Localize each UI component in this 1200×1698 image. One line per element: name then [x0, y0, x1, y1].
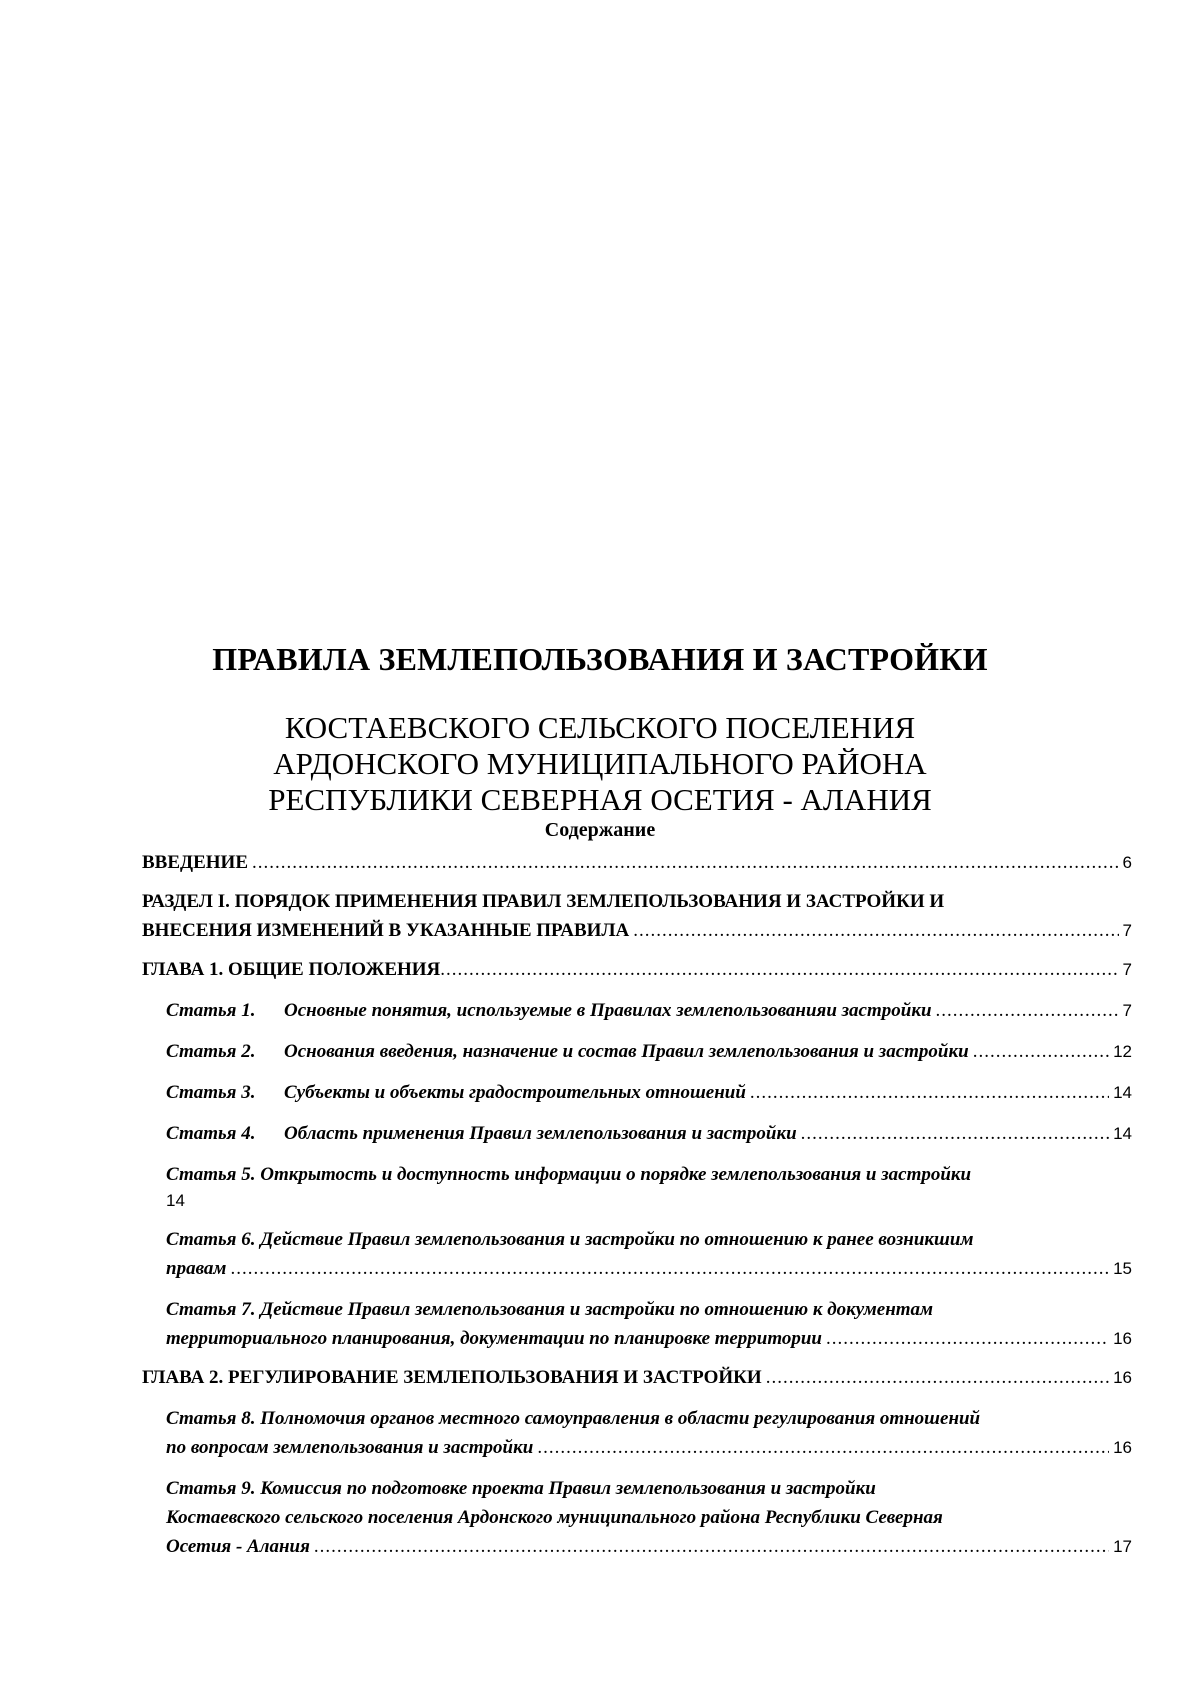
toc-entry-article-4[interactable] — [166, 1119, 1132, 1148]
toc-page-number: 6 — [1122, 853, 1132, 872]
document-subtitle — [0, 710, 1200, 818]
toc-entry-text: Статья 7. Действие Правил землепользования и застройки по отношению к документам — [166, 1299, 934, 1320]
toc-entry-text: Субъекты и объекты градостроительных отношений — [284, 1082, 746, 1103]
dot-leader — [973, 1037, 1109, 1066]
contents-heading: Содержание — [544, 819, 656, 841]
toc-entry-text: по вопросам землепользования и застройки — [166, 1437, 534, 1458]
toc-entry-article-9[interactable] — [166, 1474, 1132, 1561]
dot-leader — [766, 1363, 1109, 1392]
toc-entry-chapter-1[interactable] — [142, 955, 1132, 984]
dot-leader — [936, 996, 1119, 1025]
toc-entry-text: Статья 8. Полномочия органов местного самоуправления в области регулирования отношений — [166, 1408, 981, 1429]
toc-entry-article-7[interactable] — [166, 1295, 1132, 1353]
toc-page-number: 7 — [1122, 921, 1132, 940]
toc-page-number: 14 — [166, 1191, 185, 1210]
toc-page-number: 14 — [1113, 1083, 1132, 1102]
toc-entry-introduction[interactable] — [142, 848, 1132, 877]
dot-leader — [252, 848, 1119, 877]
toc-page-number: 16 — [1113, 1438, 1132, 1457]
dot-leader — [750, 1078, 1109, 1107]
toc-entry-text: РАЗДЕЛ I. ПОРЯДОК ПРИМЕНЕНИЯ ПРАВИЛ ЗЕМЛЕПОЛЬЗОВАНИЯ И ЗАСТРОЙКИ И — [142, 891, 945, 912]
article-label: Статья 3. — [166, 1082, 256, 1103]
toc-entry-text: Статья 5. Открытость и доступность информации о порядке землепользования и застройки — [166, 1164, 972, 1185]
table-of-contents — [142, 848, 1132, 1561]
article-label: Статья 2. — [166, 1041, 256, 1062]
dot-leader — [537, 1433, 1109, 1462]
dot-leader — [314, 1532, 1109, 1561]
toc-page-number: 16 — [1113, 1368, 1132, 1387]
toc-entry-article-8[interactable] — [166, 1404, 1132, 1462]
toc-page-number: 17 — [1113, 1537, 1132, 1556]
toc-entry-text: Статья 9. Комиссия по подготовке проекта Правил землепользования и застройки — [166, 1478, 876, 1499]
subtitle-line: РЕСПУБЛИКИ СЕВЕРНАЯ ОСЕТИЯ - АЛАНИЯ — [268, 782, 932, 817]
toc-page-number: 7 — [1122, 960, 1132, 979]
toc-page-number: 7 — [1122, 1001, 1132, 1020]
toc-entry-article-3[interactable] — [166, 1078, 1132, 1107]
article-label: Статья 4. — [166, 1123, 256, 1144]
toc-entry-text: ВНЕСЕНИЯ ИЗМЕНЕНИЙ В УКАЗАННЫЕ ПРАВИЛА — [142, 920, 630, 941]
toc-entry-text: Статья 6. Действие Правил землепользования и застройки по отношению к ранее возникшим — [166, 1229, 974, 1250]
toc-entry-chapter-2[interactable] — [142, 1363, 1132, 1392]
toc-entry-text: правам — [166, 1258, 227, 1279]
subtitle-line: КОСТАЕВСКОГО СЕЛЬСКОГО ПОСЕЛЕНИЯ — [284, 710, 916, 745]
toc-page-number: 15 — [1113, 1259, 1132, 1278]
toc-entry-article-6[interactable] — [166, 1225, 1132, 1283]
dot-leader — [801, 1119, 1109, 1148]
toc-entry-text: Область применения Правил землепользования и застройки — [284, 1123, 797, 1144]
toc-page-number: 12 — [1113, 1042, 1132, 1061]
dot-leader — [230, 1254, 1109, 1283]
subtitle-line: АРДОНСКОГО МУНИЦИПАЛЬНОГО РАЙОНА — [273, 746, 927, 781]
document-title: ПРАВИЛА ЗЕМЛЕПОЛЬЗОВАНИЯ И ЗАСТРОЙКИ — [212, 641, 988, 677]
dot-leader — [826, 1324, 1109, 1353]
dot-leader — [633, 916, 1118, 945]
toc-entry-article-1[interactable] — [166, 996, 1132, 1025]
dot-leader — [440, 955, 1118, 984]
toc-entry-text: территориального планирования, документации по планировке территории — [166, 1328, 822, 1349]
toc-entry-text: ГЛАВА 2. РЕГУЛИРОВАНИЕ ЗЕМЛЕПОЛЬЗОВАНИЯ И ЗАСТРОЙКИ — [142, 1367, 762, 1388]
toc-entry-text: Осетия - Алания — [166, 1536, 310, 1557]
toc-entry-article-5[interactable] — [166, 1160, 1132, 1213]
toc-entry-text: ГЛАВА 1. ОБЩИЕ ПОЛОЖЕНИЯ — [142, 959, 441, 980]
toc-entry-text: Основные понятия, используемые в Правилах землепользованияи застройки — [284, 1000, 932, 1021]
toc-page-number: 14 — [1113, 1124, 1132, 1143]
toc-entry-text: Основания введения, назначение и состав Правил землепользования и застройки — [284, 1041, 969, 1062]
toc-entry-text: ВВЕДЕНИЕ — [142, 852, 248, 873]
toc-page-number: 16 — [1113, 1329, 1132, 1348]
toc-entry-text: Костаевского сельского поселения Ардонского муниципального района Республики Северная — [166, 1507, 943, 1528]
article-label: Статья 1. — [166, 1000, 256, 1021]
toc-entry-article-2[interactable] — [166, 1037, 1132, 1066]
toc-entry-section-1[interactable] — [142, 887, 1132, 945]
